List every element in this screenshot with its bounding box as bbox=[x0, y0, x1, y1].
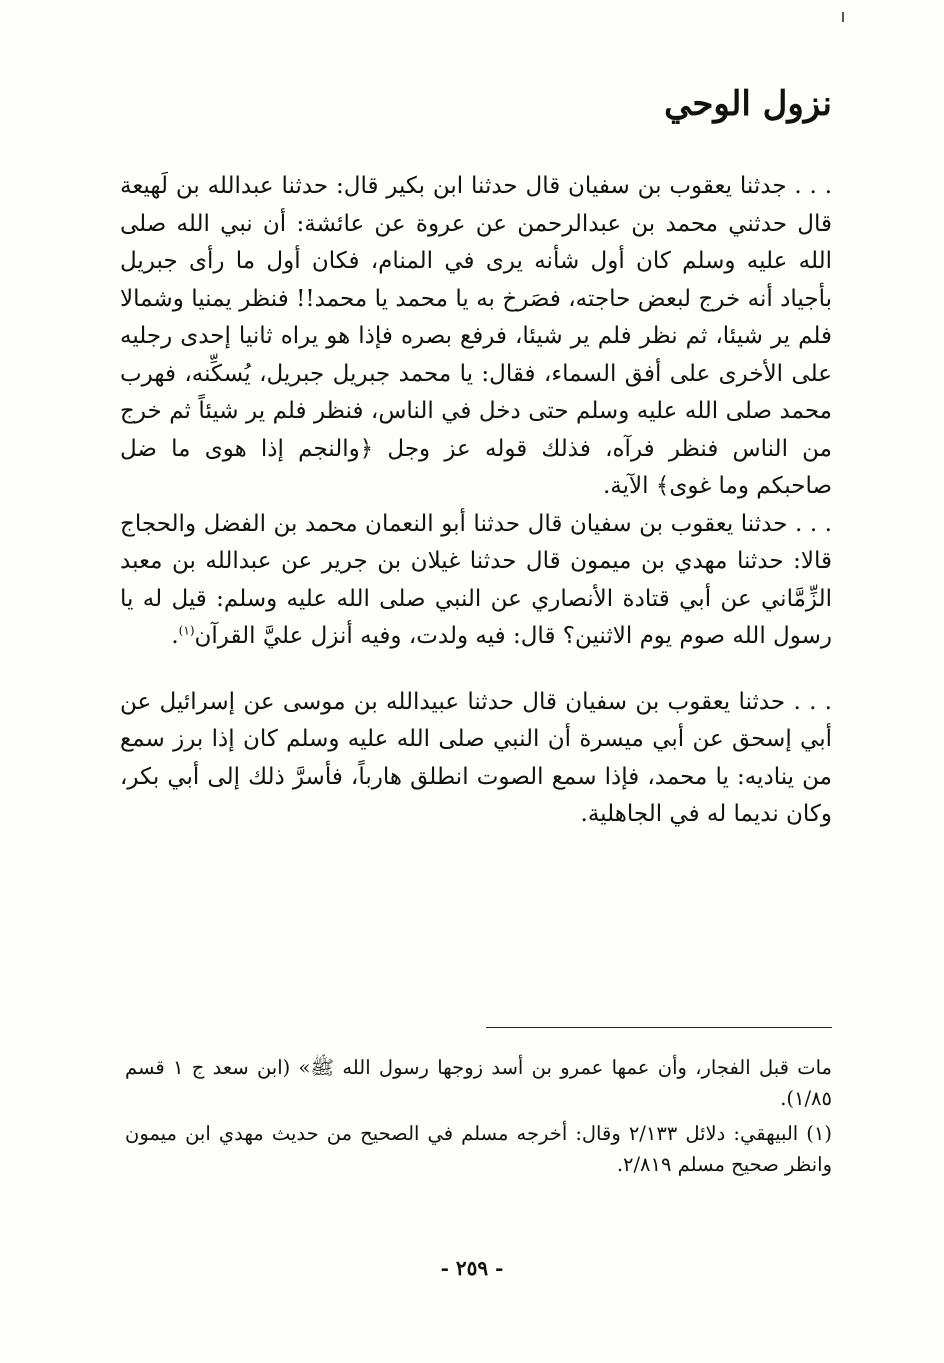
hadith-paragraph-2: . . . حدثنا يعقوب بن سفيان قال حدثنا أبو النعمان محمد بن الفضل والحجاج قالا: حدثنا مهدي بن ميمون قال حدثنا غيلان بن جرير عن عبدالله بن معبد الزِّمَّاني عن أبي قتادة الأنصاري عن النبي صلى الله عليه وسلم: قيل له يا رسول الله صوم يوم الاثنين؟ قال: فيه ولدت، وفيه أنزل عليَّ القرآن$^{(١)}$. bbox=[120, 510, 832, 649]
footnote-continuation: مات قبل الفجار، وأن عمها عمرو بن أسد زوجها رسول الله ﷺ» (ابن سعد ج ١ قسم ١/٨٥). bbox=[125, 1056, 832, 1110]
footnote-reference: (١) bbox=[178, 623, 195, 638]
hadith-paragraph-2-text: . . . حدثنا يعقوب بن سفيان قال حدثنا أبو النعمان محمد بن الفضل والحجاج قالا: حدثنا مهدي بن ميمون قال حدثنا غيلان بن جرير عن عبدالله بن معبد الزِّمَّاني عن أبي قتادة الأنصاري عن النبي صلى الله عليه وسلم: قيل له يا رسول الله صوم يوم الاثنين؟ قال: فيه ولدت، وفيه أنزل عليَّ القرآن bbox=[120, 510, 832, 649]
hadith-paragraph-3: . . . حدثنا يعقوب بن سفيان قال حدثنا عبيدالله بن موسى عن إسرائيل عن أبي إسحق عن أبي ميسرة أن النبي صلى الله عليه وسلم كان إذا برز سمع من يناديه: يا محمد، فإذا سمع الصوت انطلق هارباً، فأسرَّ ذلك إلى أبي بكر، وكان نديما له في الجاهلية. bbox=[120, 688, 832, 827]
page-number: - ٢٥٩ - bbox=[440, 1256, 504, 1280]
scan-speck bbox=[842, 12, 844, 22]
hadith-paragraph-1: . . . جدثنا يعقوب بن سفيان قال حدثنا ابن بكير قال: حدثنا عبدالله بن لَهيعة قال حدثني محمد بن عبدالرحمن عن عروة عن عائشة: أن نبي الله صلى الله عليه وسلم كان أول شأنه يرى في المنام، فكان أول ما رأى جبريل بأجياد أنه خرج لبعض حاجته، فصَرخ به يا محمد يا محمد!! فنظر يمنيا وشمالا فلم ير شيئا، ثم نظر فلم ير شيئا، فرفع بصره فإذا هو يراه ثانيا إحدى رجليه على الأخرى على أفق السماء، فقال: يا محمد جبريل جبريل، يُسكِّنه، فهرب محمد صلى الله عليه وسلم حتى دخل في الناس، فنظر فلم ير شيئاً ثم خرج من الناس فنظر فرآه، فذلك قوله عز وجل ﴿والنجم إذا هوى ما ضل صاحبكم وما غوى﴾ الآية. bbox=[120, 173, 832, 499]
main-text bbox=[120, 168, 832, 834]
footnote-divider bbox=[486, 1027, 832, 1028]
footnote-1: (١) البيهقي: دلائل ٢/١٣٣ وقال: أخرجه مسلم في الصحيح من حديث مهدي ابن ميمون وانظر صحيح مسلم ٢/٨١٩. bbox=[125, 1122, 832, 1176]
footnotes bbox=[125, 1052, 832, 1180]
running-head: نزول الوحي bbox=[664, 84, 832, 124]
